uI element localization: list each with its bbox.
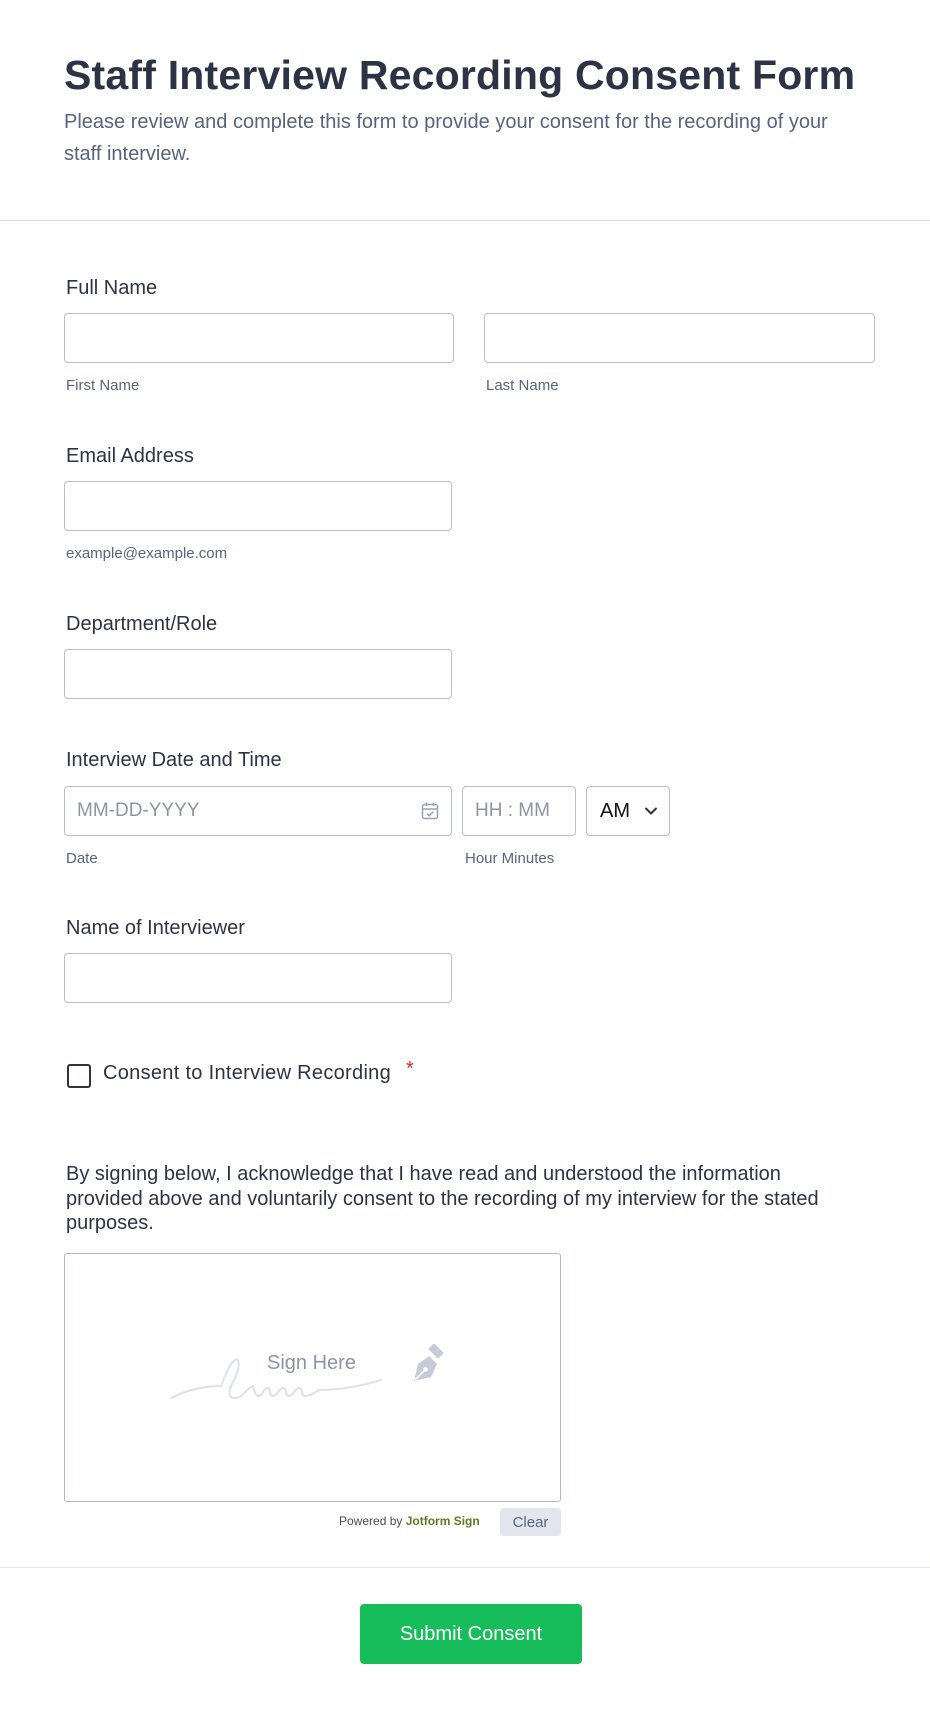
signature-acknowledgement: By signing below, I acknowledge that I have read and understood the information provided above and voluntarily consent to the recording of my interview for the stated purposes. bbox=[66, 1163, 819, 1234]
ampm-value: AM bbox=[600, 800, 630, 822]
email-input[interactable] bbox=[64, 481, 452, 531]
full-name-label: Full Name bbox=[66, 277, 158, 299]
first-name-input[interactable] bbox=[64, 313, 454, 363]
interviewer-label: Name of Interviewer bbox=[66, 917, 245, 939]
ampm-select[interactable] bbox=[586, 786, 670, 836]
consent-label[interactable]: Consent to Interview Recording bbox=[103, 1062, 392, 1084]
time-input[interactable] bbox=[462, 786, 576, 836]
last-name-input[interactable] bbox=[484, 313, 875, 363]
form-title: Staff Interview Recording Consent Form bbox=[64, 52, 856, 98]
submit-button[interactable]: Submit Consent bbox=[360, 1604, 582, 1664]
pen-nib-icon bbox=[405, 1344, 449, 1388]
last-name-sublabel: Last Name bbox=[486, 377, 559, 394]
form-header bbox=[0, 0, 930, 221]
clear-signature-button[interactable]: Clear bbox=[500, 1508, 561, 1536]
sign-here-placeholder: Sign Here bbox=[267, 1352, 356, 1374]
time-sublabel: Hour Minutes bbox=[465, 850, 555, 867]
signature-pad[interactable] bbox=[64, 1253, 561, 1502]
department-label: Department/Role bbox=[66, 613, 218, 635]
email-label: Email Address bbox=[66, 445, 194, 467]
calendar-icon[interactable] bbox=[420, 801, 440, 821]
interviewer-input[interactable] bbox=[64, 953, 452, 1003]
required-asterisk: * bbox=[406, 1058, 414, 1080]
department-input[interactable] bbox=[64, 649, 452, 699]
date-input[interactable] bbox=[64, 786, 452, 836]
chevron-down-icon bbox=[644, 806, 658, 816]
date-sublabel: Date bbox=[66, 850, 98, 867]
email-sublabel: example@example.com bbox=[66, 545, 228, 562]
powered-by-text bbox=[339, 1514, 480, 1528]
footer-divider bbox=[0, 1567, 930, 1568]
date-field bbox=[64, 786, 452, 836]
form-subtitle: Please review and complete this form to provide your consent for the recording of your staff interview. bbox=[64, 111, 828, 165]
interview-datetime-label: Interview Date and Time bbox=[66, 749, 282, 771]
jotform-sign-brand: Jotform Sign bbox=[405, 1514, 480, 1528]
first-name-sublabel: First Name bbox=[66, 377, 140, 394]
consent-checkbox[interactable] bbox=[67, 1064, 91, 1088]
powered-by-prefix: Powered by bbox=[339, 1514, 403, 1528]
